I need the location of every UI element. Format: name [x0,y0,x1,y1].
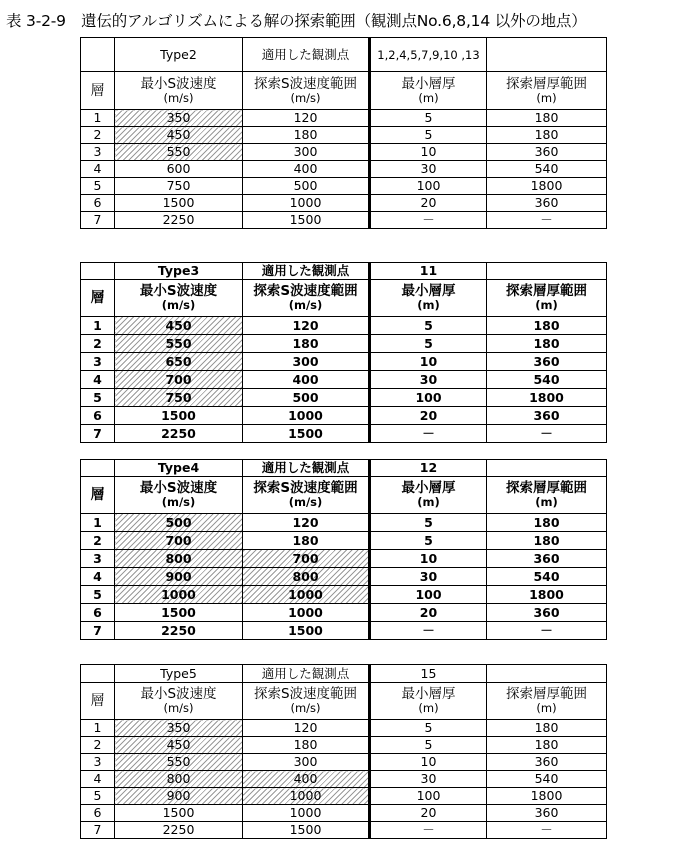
layer-cell: 4 [81,161,115,178]
layer-header: 層 [81,683,115,720]
thickness-range-header-text: 探索層厚範囲 [506,686,587,702]
type-label: Type5 [115,665,243,683]
corner-cell [81,38,115,72]
thickness-range-cell: 180 [487,720,607,737]
vs-range-unit: (m/s) [290,90,321,105]
vs-range-cell: 180 [243,335,370,353]
applied-stations-label: 適用した観測点 [243,460,370,477]
vs-range-unit: (m/s) [288,495,323,509]
applied-stations-value: 15 [370,665,487,683]
thickness-range-cell: 180 [487,514,607,532]
layer-cell: 1 [81,720,115,737]
thickness-range-cell: 360 [487,754,607,771]
min-thickness-unit: (m) [418,90,439,105]
layer-cell: 3 [81,550,115,568]
vs-range-header-text: 探索S波速度範囲 [253,283,358,299]
vs-range-header-text: 探索S波速度範囲 [253,686,358,702]
min-thickness-header-text: 最小層厚 [401,480,456,496]
thickness-range-cell: 540 [487,771,607,788]
thickness-range-header [487,683,607,720]
layer-cell: 7 [81,822,115,839]
column-header-row [81,72,607,110]
layer-cell: 7 [81,212,115,229]
corner-cell [81,460,115,477]
table-row [81,407,607,425]
min-vs-cell: 350 [115,720,243,737]
min-vs-cell: 700 [115,532,243,550]
vs-range-cell: 120 [243,110,370,127]
min-thickness-cell: 10 [370,754,487,771]
min-vs-cell: 900 [115,788,243,805]
thickness-range-cell: 180 [487,335,607,353]
table-caption: 表 3-2-9 遺伝的アルゴリズムによる解の探索範囲（観測点No.6,8,14 以外の地点） [6,12,587,30]
thickness-range-header-text: 探索層厚範囲 [506,75,587,92]
min-thickness-cell: 5 [370,532,487,550]
thickness-range-cell: 360 [487,353,607,371]
min-thickness-cell: － [370,622,487,640]
layer-cell: 5 [81,586,115,604]
vs-range-cell: 1000 [243,195,370,212]
min-vs-header-text: 最小S波速度 [140,75,217,92]
table-row [81,317,607,335]
min-thickness-cell: 10 [370,144,487,161]
thickness-range-cell: 360 [487,195,607,212]
applied-stations-value: 12 [370,460,487,477]
table-row [81,371,607,389]
min-vs-cell: 350 [115,110,243,127]
min-thickness-cell: 5 [370,514,487,532]
min-vs-cell: 800 [115,550,243,568]
min-thickness-cell: 5 [370,127,487,144]
min-thickness-header-text: 最小層厚 [401,75,456,92]
vs-range-header-text: 探索S波速度範囲 [253,480,358,496]
layer-cell: 2 [81,127,115,144]
min-vs-cell: 1500 [115,407,243,425]
min-vs-header [115,280,243,317]
table-row [81,353,607,371]
search-range-table-type2 [80,37,607,229]
table-row [81,822,607,839]
vs-range-cell: 1000 [243,586,370,604]
table-title-row [81,460,607,477]
min-vs-cell: 2250 [115,425,243,443]
layer-cell: 6 [81,407,115,425]
min-vs-header [115,477,243,514]
table-row [81,788,607,805]
layer-header: 層 [81,280,115,317]
type-label: Type3 [115,263,243,280]
layer-cell: 4 [81,771,115,788]
min-thickness-cell: 5 [370,335,487,353]
vs-range-unit: (m/s) [290,701,321,715]
vs-range-cell: 1500 [243,212,370,229]
min-thickness-cell: 10 [370,550,487,568]
thickness-range-cell: 180 [487,532,607,550]
vs-range-cell: 120 [243,720,370,737]
thickness-range-cell: 540 [487,371,607,389]
applied-stations-value: 11 [370,263,487,280]
vs-range-cell: 180 [243,737,370,754]
table-row [81,771,607,788]
min-vs-header-text: 最小S波速度 [139,480,218,496]
vs-range-cell: 1000 [243,407,370,425]
layer-header: 層 [81,477,115,514]
thickness-range-cell: － [487,425,607,443]
min-thickness-header-text: 最小層厚 [401,686,456,702]
min-thickness-cell: 5 [370,720,487,737]
min-thickness-cell: 5 [370,317,487,335]
min-vs-cell: 650 [115,353,243,371]
min-thickness-cell: 30 [370,568,487,586]
min-thickness-cell: 100 [370,178,487,195]
vs-range-cell: 1000 [243,805,370,822]
layer-cell: 2 [81,737,115,754]
vs-range-cell: 400 [243,371,370,389]
table-row [81,532,607,550]
table-title-row [81,263,607,280]
vs-range-cell: 1500 [243,822,370,839]
table-row [81,195,607,212]
column-header-row [81,280,607,317]
thickness-range-cell: 360 [487,407,607,425]
layer-cell: 1 [81,110,115,127]
type-label: Type2 [115,38,243,72]
min-vs-cell: 450 [115,127,243,144]
applied-stations-label: 適用した観測点 [243,38,370,72]
table-row [81,568,607,586]
table-row [81,514,607,532]
layer-cell: 7 [81,425,115,443]
vs-range-cell: 300 [243,353,370,371]
min-thickness-header [370,280,487,317]
min-thickness-cell: 30 [370,371,487,389]
thickness-range-cell: － [487,622,607,640]
applied-stations-value: 1,2,4,5,7,9,10 ,13 [370,38,487,72]
thickness-range-unit: (m) [536,701,557,715]
layer-cell: 4 [81,371,115,389]
min-thickness-header [370,477,487,514]
min-thickness-unit: (m) [417,298,440,312]
table-row [81,389,607,407]
table-row [81,127,607,144]
min-thickness-cell: 10 [370,353,487,371]
vs-range-header [243,72,370,110]
min-thickness-cell: 5 [370,737,487,754]
vs-range-cell: 300 [243,144,370,161]
table-row [81,604,607,622]
thickness-range-cell: 360 [487,144,607,161]
vs-range-cell: 500 [243,389,370,407]
thickness-range-unit: (m) [535,495,558,509]
vs-range-unit: (m/s) [288,298,323,312]
vs-range-cell: 1000 [243,604,370,622]
vs-range-header [243,280,370,317]
min-vs-header [115,683,243,720]
min-vs-cell: 550 [115,335,243,353]
min-vs-cell: 450 [115,317,243,335]
min-thickness-unit: (m) [418,701,439,715]
vs-range-cell: 700 [243,550,370,568]
table-row [81,720,607,737]
min-vs-cell: 700 [115,371,243,389]
min-vs-cell: 450 [115,737,243,754]
min-vs-cell: 750 [115,389,243,407]
thickness-range-cell: － [487,822,607,839]
empty-cell [487,665,607,683]
min-vs-cell: 1500 [115,195,243,212]
min-thickness-cell: 100 [370,788,487,805]
layer-cell: 4 [81,568,115,586]
thickness-range-cell: 180 [487,737,607,754]
min-vs-cell: 550 [115,754,243,771]
table-title-row [81,38,607,72]
layer-cell: 5 [81,389,115,407]
empty-cell [487,38,607,72]
min-thickness-cell: 20 [370,604,487,622]
thickness-range-header [487,477,607,514]
column-header-row [81,683,607,720]
vs-range-cell: 800 [243,568,370,586]
corner-cell [81,263,115,280]
min-vs-header-text: 最小S波速度 [140,686,217,702]
layer-cell: 3 [81,353,115,371]
thickness-range-cell: 540 [487,161,607,178]
min-vs-cell: 2250 [115,622,243,640]
min-thickness-cell: － [370,425,487,443]
table-row [81,425,607,443]
min-thickness-header [370,683,487,720]
thickness-range-header [487,280,607,317]
thickness-range-cell: 180 [487,110,607,127]
min-vs-unit: (m/s) [163,701,194,715]
layer-cell: 1 [81,317,115,335]
min-thickness-unit: (m) [417,495,440,509]
thickness-range-header-text: 探索層厚範囲 [506,283,587,299]
table-row [81,754,607,771]
thickness-range-cell: 1800 [487,788,607,805]
vs-range-cell: 120 [243,514,370,532]
vs-range-cell: 400 [243,161,370,178]
vs-range-cell: 120 [243,317,370,335]
thickness-range-cell: 1800 [487,586,607,604]
vs-range-cell: 1500 [243,622,370,640]
min-vs-cell: 1500 [115,604,243,622]
vs-range-cell: 180 [243,127,370,144]
thickness-range-header [487,72,607,110]
min-thickness-cell: 20 [370,805,487,822]
min-vs-cell: 1500 [115,805,243,822]
layer-cell: 3 [81,754,115,771]
thickness-range-header-text: 探索層厚範囲 [506,480,587,496]
min-thickness-cell: 20 [370,407,487,425]
applied-stations-label: 適用した観測点 [243,665,370,683]
min-thickness-cell: 100 [370,586,487,604]
vs-range-cell: 300 [243,754,370,771]
layer-cell: 6 [81,195,115,212]
empty-cell [487,263,607,280]
thickness-range-cell: 180 [487,127,607,144]
table-row [81,178,607,195]
vs-range-header [243,477,370,514]
layer-cell: 5 [81,178,115,195]
layer-cell: 2 [81,335,115,353]
vs-range-header-text: 探索S波速度範囲 [253,75,358,92]
thickness-range-cell: 180 [487,317,607,335]
table-row [81,144,607,161]
table-row [81,622,607,640]
empty-cell [487,460,607,477]
thickness-range-unit: (m) [536,90,557,105]
layer-cell: 1 [81,514,115,532]
min-thickness-cell: 30 [370,161,487,178]
min-thickness-header [370,72,487,110]
layer-header: 層 [81,72,115,110]
vs-range-cell: 180 [243,532,370,550]
min-thickness-cell: 30 [370,771,487,788]
thickness-range-cell: 360 [487,604,607,622]
thickness-range-cell: 360 [487,550,607,568]
table-row [81,586,607,604]
layer-cell: 2 [81,532,115,550]
table-row [81,161,607,178]
min-vs-header-text: 最小S波速度 [139,283,218,299]
type-label: Type4 [115,460,243,477]
search-range-table-type5 [80,664,607,839]
column-header-row [81,477,607,514]
search-range-table-type3 [80,262,607,443]
min-vs-header [115,72,243,110]
min-thickness-cell: 100 [370,389,487,407]
table-row [81,110,607,127]
layer-cell: 7 [81,622,115,640]
vs-range-header [243,683,370,720]
thickness-range-cell: 540 [487,568,607,586]
applied-stations-label: 適用した観測点 [243,263,370,280]
layer-cell: 5 [81,788,115,805]
thickness-range-cell: 360 [487,805,607,822]
vs-range-cell: 1500 [243,425,370,443]
min-vs-unit: (m/s) [163,90,194,105]
thickness-range-cell: － [487,212,607,229]
table-row [81,212,607,229]
min-vs-cell: 550 [115,144,243,161]
min-vs-cell: 600 [115,161,243,178]
min-vs-cell: 750 [115,178,243,195]
min-thickness-cell: － [370,212,487,229]
thickness-range-cell: 1800 [487,178,607,195]
layer-cell: 3 [81,144,115,161]
min-vs-cell: 500 [115,514,243,532]
table-row [81,737,607,754]
table-row [81,805,607,822]
min-vs-cell: 1000 [115,586,243,604]
thickness-range-unit: (m) [535,298,558,312]
thickness-range-cell: 1800 [487,389,607,407]
min-thickness-cell: － [370,822,487,839]
min-thickness-header-text: 最小層厚 [401,283,456,299]
min-vs-unit: (m/s) [161,298,196,312]
min-vs-cell: 900 [115,568,243,586]
min-thickness-cell: 20 [370,195,487,212]
min-vs-cell: 2250 [115,822,243,839]
min-vs-cell: 800 [115,771,243,788]
vs-range-cell: 1000 [243,788,370,805]
table-row [81,335,607,353]
table-title-row [81,665,607,683]
corner-cell [81,665,115,683]
table-row [81,550,607,568]
min-vs-cell: 2250 [115,212,243,229]
vs-range-cell: 500 [243,178,370,195]
layer-cell: 6 [81,805,115,822]
search-range-table-type4 [80,459,607,640]
layer-cell: 6 [81,604,115,622]
min-thickness-cell: 5 [370,110,487,127]
min-vs-unit: (m/s) [161,495,196,509]
vs-range-cell: 400 [243,771,370,788]
